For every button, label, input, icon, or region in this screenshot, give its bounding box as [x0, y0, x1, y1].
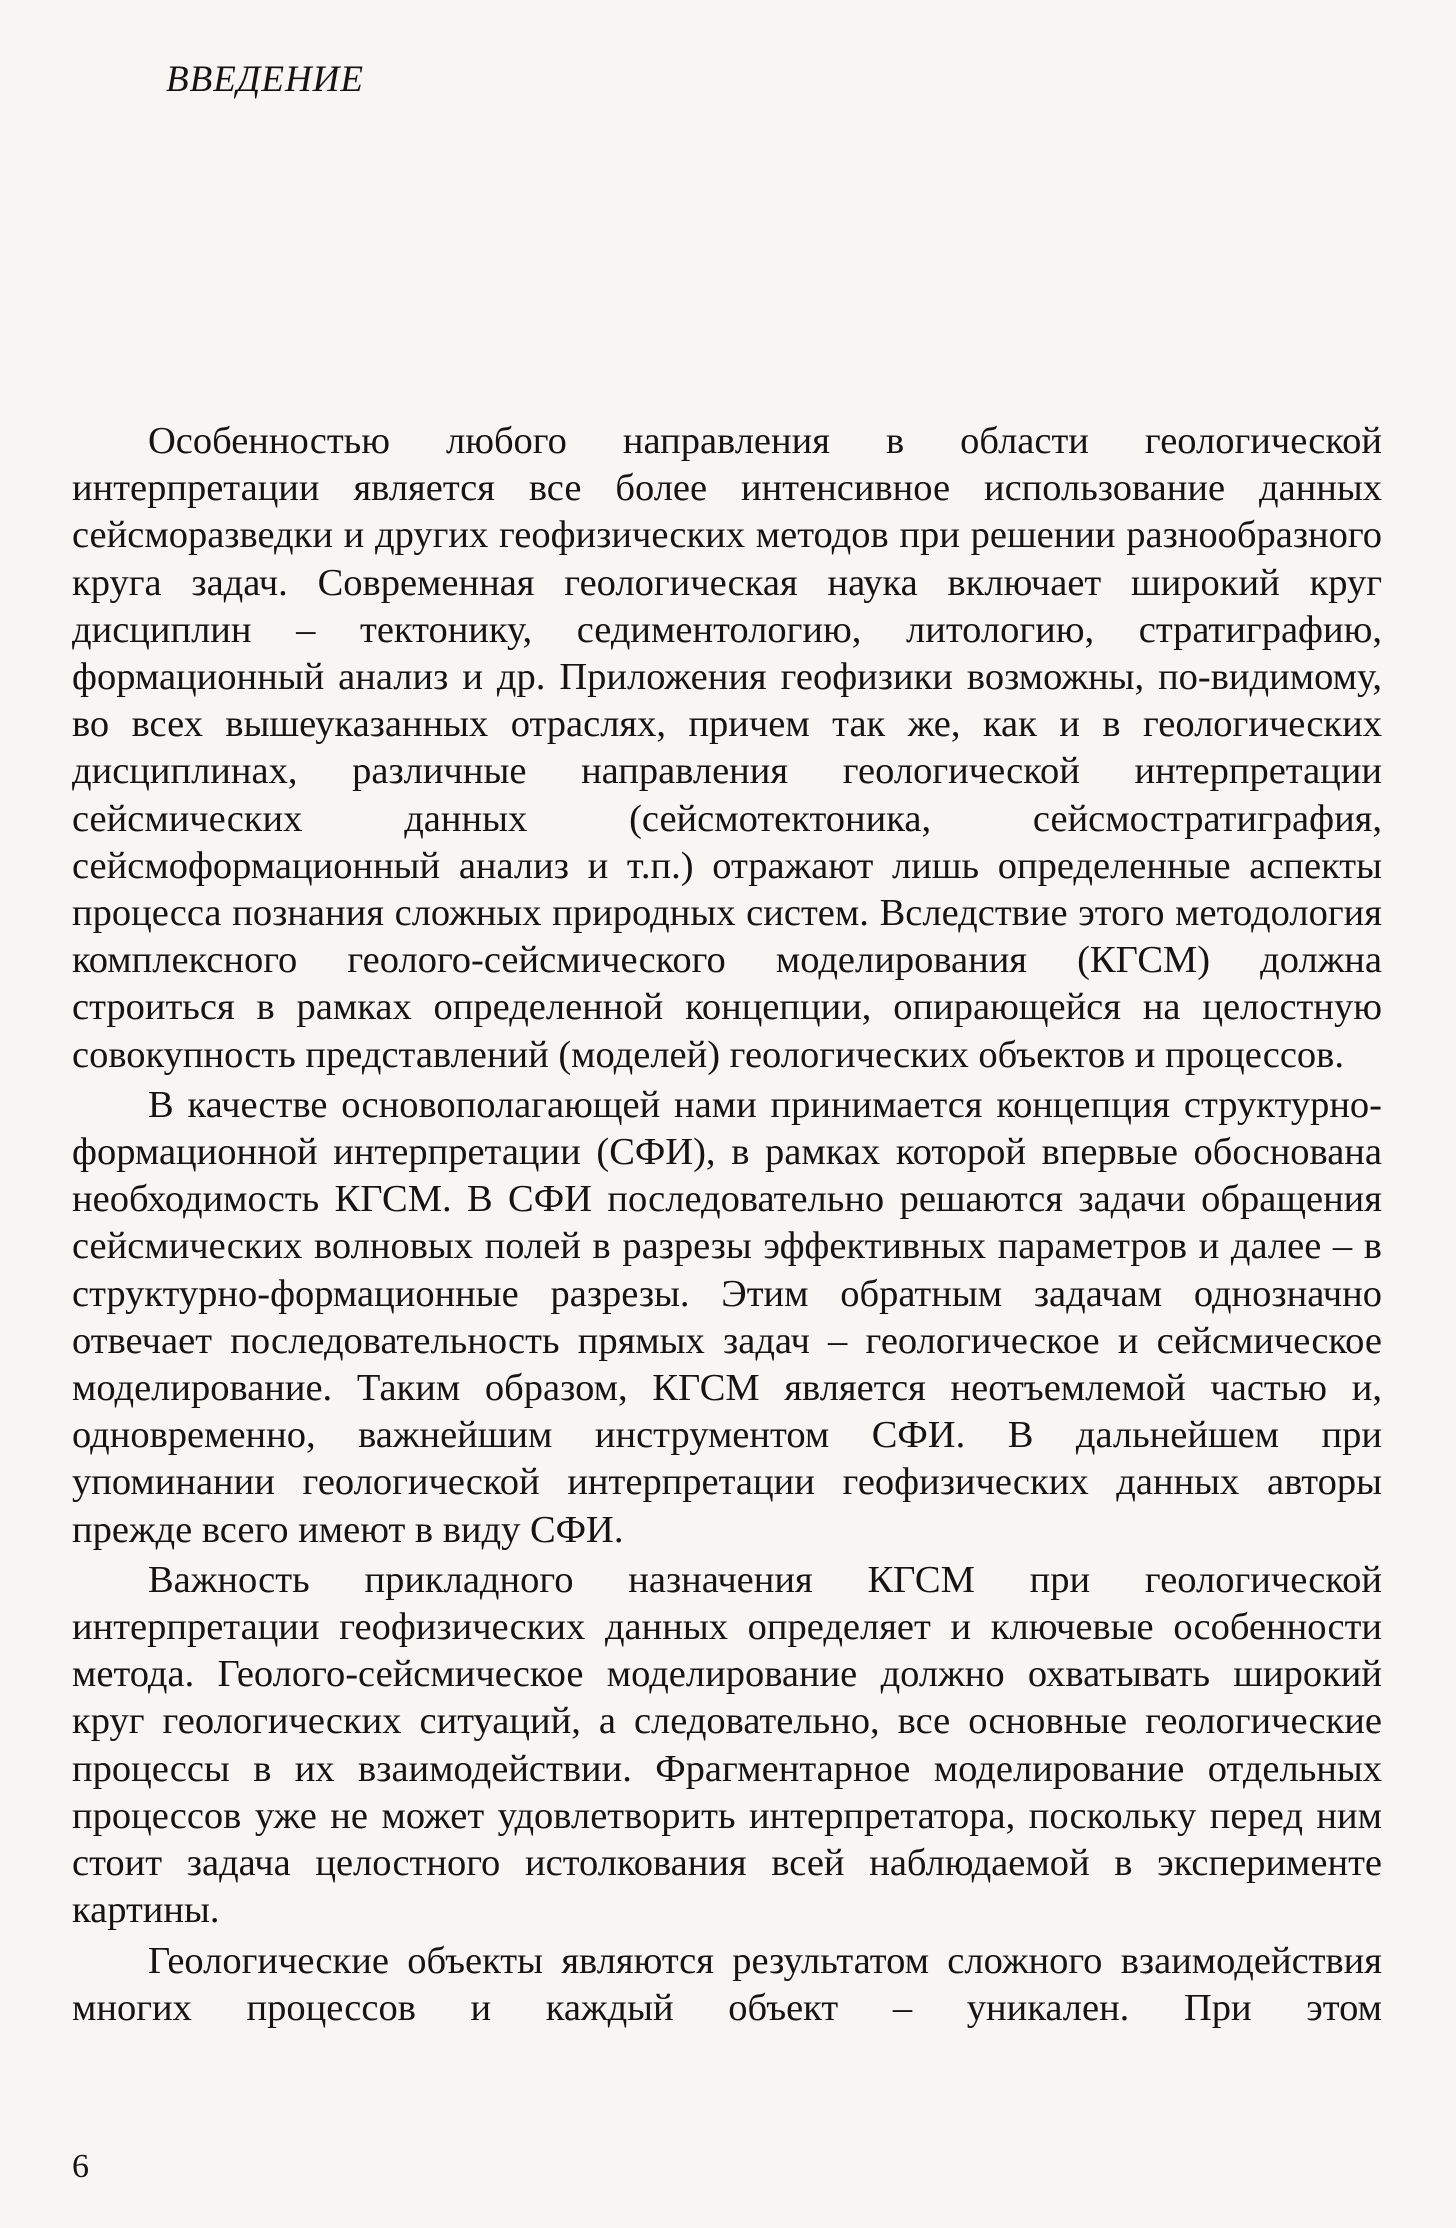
- paragraph-3: Важность прикладного назначения КГСМ при геологической интерпретации геофизических данных определяет и ключевые особенности метода. Геолого-сейсмическое моделирование должно охватывать широкий круг геологических ситуаций, а следовательно, все основные геологические процессы в их взаимодействии. Фрагментарное моделирование отдельных процессов уже не может удовлетворить интерпретатора, поскольку перед ним стоит задача целостного истолкования всей наблюдаемой в эксперименте картины.: [72, 1558, 1382, 1932]
- page-number: 6: [72, 2148, 89, 2185]
- paragraph-1: Особенностью любого направления в области геологической интерпретации является все более интенсивное использование данных сейсморазведки и других геофизических методов при решении разнообразного круга задач. Современная геологическая наука включает широкий круг дисциплин – тектонику, седиментологию, литологию, стратиграфию, формационный анализ и др. Приложения геофизики возможны, по-видимому, во всех вышеуказанных отраслях, причем так же, как и в геологических дисциплинах, различные направления геологической интерпретации сейсмических данных (сейсмотектоника, сейсмостратиграфия, сейсмоформационный анализ и т.п.) отражают лишь определенные аспекты процесса познания сложных природных систем. Вследствие этого методология комплексного геолого-сейсмического моделирования (КГСМ) должна строиться в рамках определенной концепции, опирающейся на целостную совокупность представлений (моделей) геологических объектов и процессов.: [72, 420, 1382, 1076]
- section-heading: ВВЕДЕНИЕ: [166, 59, 364, 100]
- paragraph-4: Геологические объекты являются результатом сложного взаимодействия многих процессов и каждый объект – уникален. При этом: [72, 1939, 1382, 2029]
- paragraph-2: В качестве основополагающей нами принимается концепция структурно-формационной интерпретации (СФИ), в рамках которой впервые обоснована необходимость КГСМ. В СФИ последовательно решаются задачи обращения сейсмических волновых полей в разрезы эффективных параметров и далее – в структурно-формационные разрезы. Этим обратным задачам однозначно отвечает последовательность прямых задач – геологическое и сейсмическое моделирование. Таким образом, КГСМ является неотъемлемой частью и, одновременно, важнейшим инструментом СФИ. В дальнейшем при упоминании геологической интерпретации геофизических данных авторы прежде всего имеют в виду СФИ.: [72, 1083, 1382, 1551]
- body-text: [72, 418, 1382, 2035]
